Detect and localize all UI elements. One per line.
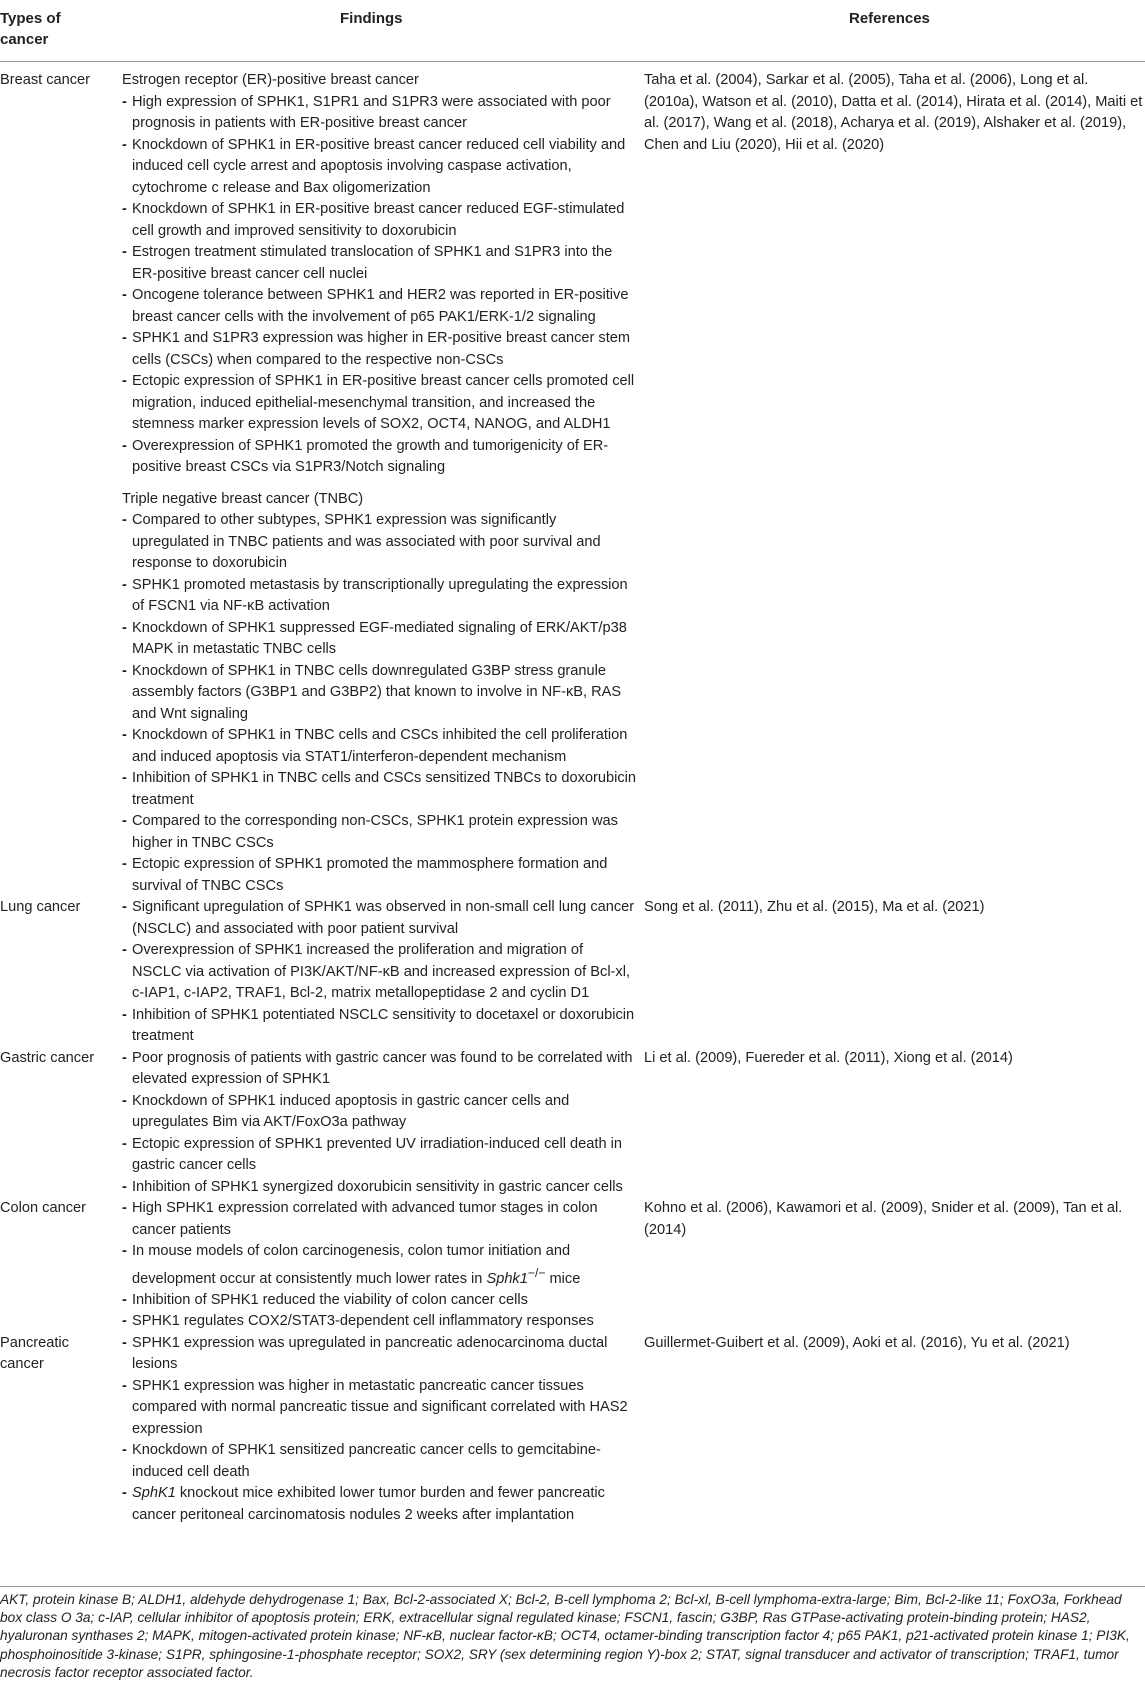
finding-text: knockout mice exhibited lower tumor burden and fewer pancreatic cancer peritoneal carcinomatosis nodules 2 weeks after implantation [132,1485,605,1523]
findings-cell [122,1048,636,1199]
table-row-breast-cancer [0,70,1145,897]
finding-item: - Inhibition of SPHK1 reduced the viability of colon cancer cells [122,1290,636,1312]
gene-name: SphK1 [132,1485,176,1502]
header-divider [0,61,1145,62]
header-findings: Findings [340,10,403,27]
findings-cell [122,1198,636,1333]
cancer-type-cell: Gastric cancer [0,1049,95,1066]
finding-item: - Ectopic expression of SPHK1 promoted the mammosphere formation and survival of TNBC CSCs [122,854,636,897]
cancer-type-cell: Pancreatic cancer [0,1334,69,1373]
findings-list [122,92,636,479]
abbreviations-footnote: AKT, protein kinase B; ALDH1, aldehyde dehydrogenase 1; Bax, Bcl-2-associated X; Bcl-2, B-cell lymphoma 2; Bcl-xl, B-cell lymphoma-extra-large; Bim, Bcl-2-like 11; FoxO3a, Forkhead box class O 3a; c-IAP, cellular inhibitor of apoptosis protein; ERK, extracellular signal regulated kinase; FSCN1, fascin; G3BP, Ras GTPase-activating protein-binding protein; HAS2, hyaluronan synthases 2; MAPK, mitogen-activated protein kinase; NF-κB, nuclear factor-κB; OCT4, octamer-binding transcription factor 4; p65 PAK1, p21-activated protein kinase 1; PI3K, phosphoinositide 3-kinase; S1PR, sphingosine-1-phosphate receptor; SOX2, SRY (sex determining region Y)-box 2; STAT, signal transducer and activator of transcription; TRAF1, tumor necrosis factor receptor associated factor. [0,1592,1130,1680]
finding-item: - Knockdown of SPHK1 induced apoptosis in gastric cancer cells and upregulates Bim via AKT/FoxO3a pathway [122,1091,636,1134]
finding-item: - Compared to the corresponding non-CSCs, SPHK1 protein expression was higher in TNBC CSCs [122,811,636,854]
table-row-gastric-cancer [0,1048,1145,1199]
finding-item: - Estrogen treatment stimulated translocation of SPHK1 and S1PR3 into the ER-positive breast cancer cell nuclei [122,242,636,285]
finding-item: - Ectopic expression of SPHK1 prevented UV irradiation-induced cell death in gastric cancer cells [122,1134,636,1177]
table-row-pancreatic-cancer [0,1333,1145,1527]
table-header [0,0,1145,62]
finding-item: - Knockdown of SPHK1 in ER-positive breast cancer reduced EGF-stimulated cell growth and improved sensitivity to doxorubicin [122,199,636,242]
finding-item: - Overexpression of SPHK1 promoted the growth and tumorigenicity of ER-positive breast CSCs via S1PR3/Notch signaling [122,436,636,479]
finding-text-suffix: mice [545,1270,581,1287]
finding-item: - High expression of SPHK1, S1PR1 and S1PR3 were associated with poor prognosis in patients with ER-positive breast cancer [122,92,636,135]
finding-item: - SPHK1 promoted metastasis by transcriptionally upregulating the expression of FSCN1 via NF-κB activation [122,575,636,618]
cancer-type-cell: Lung cancer [0,899,81,915]
finding-item: - Knockdown of SPHK1 in TNBC cells and CSCs inhibited the cell proliferation and induced apoptosis via STAT1/interferon-dependent mechanism [122,725,636,768]
finding-item: - SPHK1 regulates COX2/STAT3-dependent cell inflammatory responses [122,1311,636,1333]
cancer-type-cell: Colon cancer [0,1200,86,1216]
findings-list [122,1333,636,1527]
finding-item: - SPHK1 and S1PR3 expression was higher in ER-positive breast cancer stem cells (CSCs) when compared to the respective non-CSCs [122,328,636,371]
finding-item: - Knockdown of SPHK1 in TNBC cells downregulated G3BP stress granule assembly factors (G3BP1 and G3BP2) that known to involve in NF-κB, RAS and Wnt signaling [122,661,636,726]
findings-cell [122,70,636,897]
finding-item: - Knockdown of SPHK1 in ER-positive breast cancer reduced cell viability and induced cell cycle arrest and apoptosis involving caspase activation, cytochrome c release and Bax oligomerization [122,135,636,200]
finding-item: - SPHK1 expression was higher in metastatic pancreatic cancer tissues compared with normal pancreatic tissue and significant correlated with HAS2 expression [122,1376,636,1441]
subtype-heading: Triple negative breast cancer (TNBC) [122,490,364,507]
references-cell: Song et al. (2011), Zhu et al. (2015), Ma et al. (2021) [644,899,985,915]
finding-item: - Inhibition of SPHK1 in TNBC cells and CSCs sensitized TNBCs to doxorubicin treatment [122,768,636,811]
genotype-superscript: −/− [527,1265,546,1280]
finding-item: - Overexpression of SPHK1 increased the proliferation and migration of NSCLC via activation of PI3K/AKT/NF-κB and increased expression of Bcl-xl, c-IAP1, c-IAP2, TRAF1, Bcl-2, matrix metallopeptidase 2 and cyclin D1 [122,940,636,1005]
finding-text: In mouse models of colon carcinogenesis, colon tumor initiation and development occur at consistently much lower rates in [132,1243,571,1287]
finding-item: - Significant upregulation of SPHK1 was observed in non-small cell lung cancer (NSCLC) and associated with poor patient survival [122,897,636,940]
table-row-lung-cancer [0,897,1145,1048]
finding-item: - Knockdown of SPHK1 sensitized pancreatic cancer cells to gemcitabine-induced cell death [122,1440,636,1483]
finding-item: - Poor prognosis of patients with gastric cancer was found to be correlated with elevated expression of SPHK1 [122,1048,636,1091]
references-cell: Guillermet-Guibert et al. (2009), Aoki et al. (2016), Yu et al. (2021) [644,1334,1070,1351]
findings-cell [122,897,636,1048]
finding-item-knockout [122,1483,636,1526]
references-cell: Taha et al. (2004), Sarkar et al. (2005), Taha et al. (2006), Long et al. (2010a), Watson et al. (2010), Datta et al. (2014), Hirata et al. (2014), Maiti et al. (2017), Wang et al. (2018), Acharya et al. (2019), Alshaker et al. (2019), Chen and Liu (2020), Hii et al. (2020) [644,72,1143,153]
finding-item: - Inhibition of SPHK1 synergized doxorubicin sensitivity in gastric cancer cells [122,1177,636,1199]
findings-list [122,1198,636,1333]
finding-item: - Oncogene tolerance between SPHK1 and HER2 was reported in ER-positive breast cancer cells with the involvement of p65 PAK1/ERK-1/2 signaling [122,285,636,328]
gene-name: Sphk1 [486,1270,528,1287]
subtype-heading: Estrogen receptor (ER)-positive breast cancer [122,72,419,88]
finding-item: - High SPHK1 expression correlated with advanced tumor stages in colon cancer patients [122,1198,636,1241]
finding-item-mouse-model [122,1241,636,1290]
table-row-colon-cancer [0,1198,1145,1333]
finding-item: - Inhibition of SPHK1 potentiated NSCLC sensitivity to docetaxel or doxorubicin treatment [122,1005,636,1048]
finding-item: - Compared to other subtypes, SPHK1 expression was significantly upregulated in TNBC patients and was associated with poor survival and response to doxorubicin [122,510,636,575]
cancer-type-cell: Breast cancer [0,72,91,88]
finding-item: - Ectopic expression of SPHK1 in ER-positive breast cancer cells promoted cell migration, induced epithelial-mesenchymal transition, and increased the stemness marker expression levels of SOX2, OCT4, NANOG, and ALDH1 [122,371,636,436]
findings-list [122,1048,636,1199]
references-cell: Li et al. (2009), Fuereder et al. (2011), Xiong et al. (2014) [644,1049,1013,1066]
header-types-of-cancer: Types of cancer [0,10,61,48]
finding-item: - Knockdown of SPHK1 suppressed EGF-mediated signaling of ERK/AKT/p38 MAPK in metastatic TNBC cells [122,618,636,661]
findings-cell [122,1333,636,1527]
finding-item: - SPHK1 expression was upregulated in pancreatic adenocarcinoma ductal lesions [122,1333,636,1376]
table-body [0,70,1145,1526]
header-references: References [849,10,930,27]
findings-list [122,897,636,1048]
references-cell: Kohno et al. (2006), Kawamori et al. (2009), Snider et al. (2009), Tan et al. (2014) [644,1200,1123,1238]
findings-list [122,510,636,897]
table-bottom-divider [0,1586,1145,1587]
